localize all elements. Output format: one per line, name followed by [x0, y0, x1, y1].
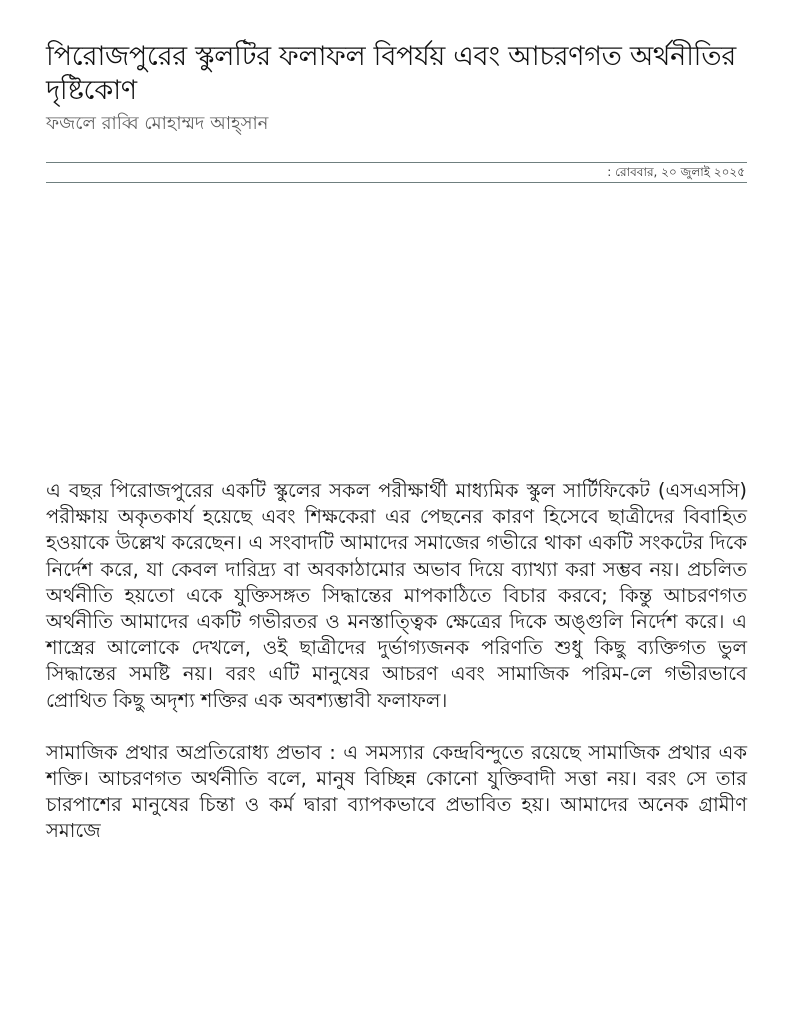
dateline-bar [46, 162, 747, 183]
article-image-placeholder [46, 183, 747, 478]
article [46, 40, 747, 845]
article-byline[interactable]: ফজলে রাব্বি মোহাম্মদ আহ্‌সান [46, 113, 269, 134]
body-paragraph-1: এ বছর পিরোজপুরের একটি স্কুলের সকল পরীক্ষার্থী মাধ্যমিক স্কুল সার্টিফিকেট (এসএসসি) পরীক্ষায় অকৃতকার্য হয়েছে এবং শিক্ষকেরা এর পেছনের কারণ হিসেবে ছাত্রীদের বিবাহিত হওয়াকে উল্লেখ করেছেন। এ সংবাদটি আমাদের সমাজের গভীরে থাকা একটি সংকটের দিকে নির্দেশ করে, যা কেবল দারিদ্র্য বা অবকাঠামোর অভাব দিয়ে ব্যাখ্যা করা সম্ভব নয়। প্রচলিত অর্থনীতি হয়তো একে যুক্তিসঙ্গত সিদ্ধান্তের মাপকাঠিতে বিচার করবে; কিন্তু আচরণগত অর্থনীতি আমাদের একটি গভীরতর ও মনস্তাত্ত্বিক ক্ষেত্রের দিকে অঙ্গুলি নির্দেশ করে। এ শাস্ত্রের আলোকে দেখলে, ওই ছাত্রীদের দুর্ভাগ্যজনক পরিণতি শুধু কিছু ব্যক্তিগত ভুল সিদ্ধান্তের সমষ্টি নয়। বরং এটি মানুষের আচরণ এবং সামাজিক পরিম-লে গভীরভাবে প্রোথিত কিছু অদৃশ্য শক্তির এক অবশ্যম্ভাবী ফলাফল। [46, 479, 747, 712]
body-paragraph-2: সামাজিক প্রথার অপ্রতিরোধ্য প্রভাব : এ সমস্যার কেন্দ্রবিন্দুতে রয়েছে সামাজিক প্রথার এক শক্তি। আচরণগত অর্থনীতি বলে, মানুষ বিচ্ছিন্ন কোনো যুক্তিবাদী সত্তা নয়। বরং সে তার চারপাশের মানুষের চিন্তা ও কর্ম দ্বারা ব্যাপকভাবে প্রভাবিত হয়। আমাদের অনেক গ্রামীণ সমাজে [46, 740, 747, 843]
article-body [46, 478, 747, 845]
publish-date: : রোববার, ২০ জুলাই ২০২৫ [607, 165, 745, 179]
article-headline: পিরোজপুরের স্কুলটির ফলাফল বিপর্যয় এবং আচরণগত অর্থনীতির দৃষ্টিকোণ [46, 41, 736, 106]
